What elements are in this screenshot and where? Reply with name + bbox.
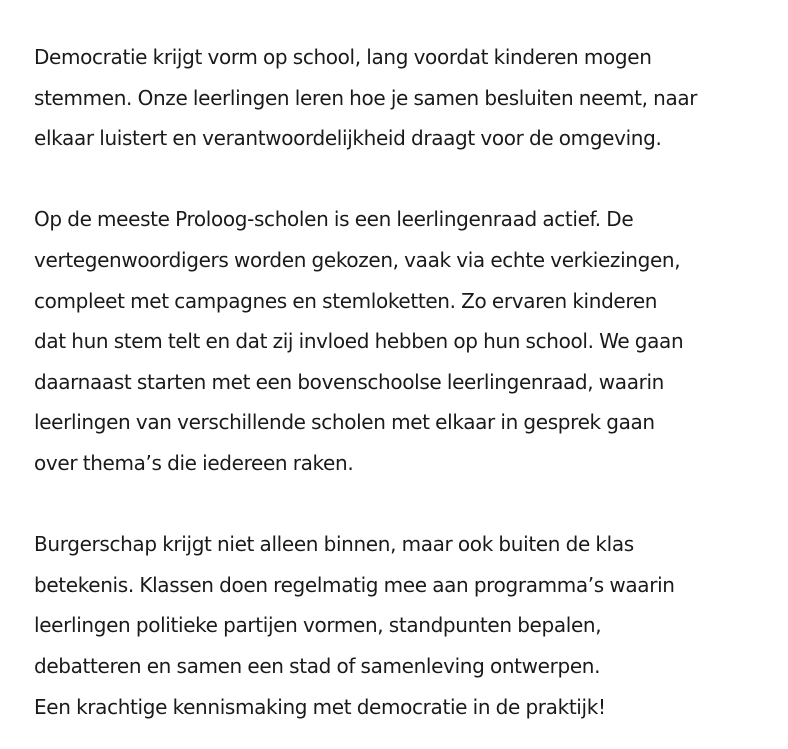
text-line: Burgerschap krijgt niet alleen binnen, maar ook buiten de klas bbox=[34, 532, 634, 557]
text-line: debatteren en samen een stad of samenleving ontwerpen. bbox=[34, 653, 601, 678]
text-line: Een krachtige kennismaking met democratie in de praktijk! bbox=[34, 694, 606, 719]
text-line: Democratie krijgt vorm op school, lang voordat kinderen mogen bbox=[34, 45, 652, 69]
text-line: compleet met campagnes en stemloketten. Zo ervaren kinderen bbox=[34, 288, 658, 313]
paragraph-democracy-intro bbox=[34, 37, 774, 159]
text-line: leerlingen politieke partijen vormen, standpunten bepalen, bbox=[34, 613, 602, 638]
text-line: over thema’s die iedereen raken. bbox=[34, 450, 354, 475]
text-line: elkaar luistert en verantwoordelijkheid draagt voor de omgeving. bbox=[34, 126, 662, 151]
paragraph-student-council bbox=[34, 199, 774, 483]
text-line: daarnaast starten met een bovenschoolse leerlingenraad, waarin bbox=[34, 369, 665, 394]
text-line: Op de meeste Proloog-scholen is een leerlingenraad actief. De bbox=[34, 207, 634, 232]
article-body bbox=[34, 37, 774, 727]
text-line: betekenis. Klassen doen regelmatig mee aan programma’s waarin bbox=[34, 572, 675, 597]
text-line: vertegenwoordigers worden gekozen, vaak via echte verkiezingen, bbox=[34, 247, 681, 272]
text-line: leerlingen van verschillende scholen met elkaar in gesprek gaan bbox=[34, 410, 655, 435]
text-line: dat hun stem telt en dat zij invloed hebben op hun school. We gaan bbox=[34, 329, 684, 354]
paragraph-citizenship bbox=[34, 524, 774, 727]
text-line: stemmen. Onze leerlingen leren hoe je samen besluiten neemt, naar bbox=[34, 85, 698, 110]
